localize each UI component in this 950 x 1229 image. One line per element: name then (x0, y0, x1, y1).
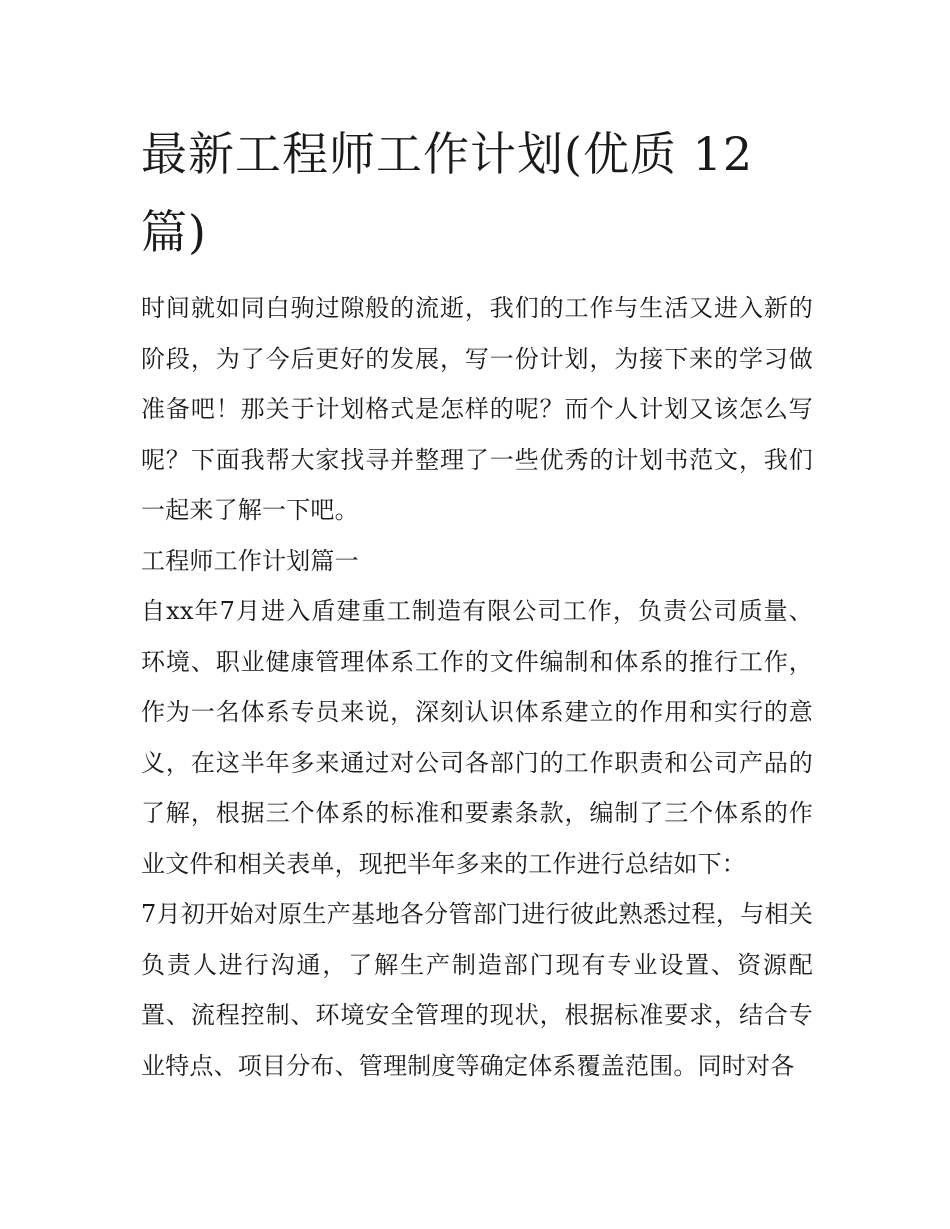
document-body (141, 115, 813, 1091)
intro-paragraph: 时间就如同白驹过隙般的流逝，我们的工作与生活又进入新的阶段，为了今后更好的发展，写一份计划，为接下来的学习做准备吧！那关于计划格式是怎样的呢？而个人计划又该怎么写呢？下面我帮大家找寻并整理了一些优秀的计划书范文，我们一起来了解一下吧。 (141, 294, 813, 524)
body-paragraph-2: 7月初开始对原生产基地各分管部门进行彼此熟悉过程，与相关负责人进行沟通，了解生产制造部门现有专业设置、资源配置、流程控制、环境安全管理的现状，根据标准要求，结合专业特点、项目分布、管理制度等确定体系覆盖范围。同时对各 (141, 900, 813, 1080)
body-paragraph-1: 自xx年7月进入盾建重工制造有限公司工作，负责公司质量、环境、职业健康管理体系工作的文件编制和体系的推行工作，作为一名体系专员来说，深刻认识体系建立的作用和实行的意义，在这半年多来通过对公司各部门的工作职责和公司产品的了解，根据三个体系的标准和要素条款，编制了三个体系的作业文件和相关表单，现把半年多来的工作进行总结如下： (141, 597, 813, 878)
document-title: 最新工程师工作计划(优质 12篇) (141, 127, 754, 259)
section-heading: 工程师工作计划篇一 (141, 546, 359, 575)
